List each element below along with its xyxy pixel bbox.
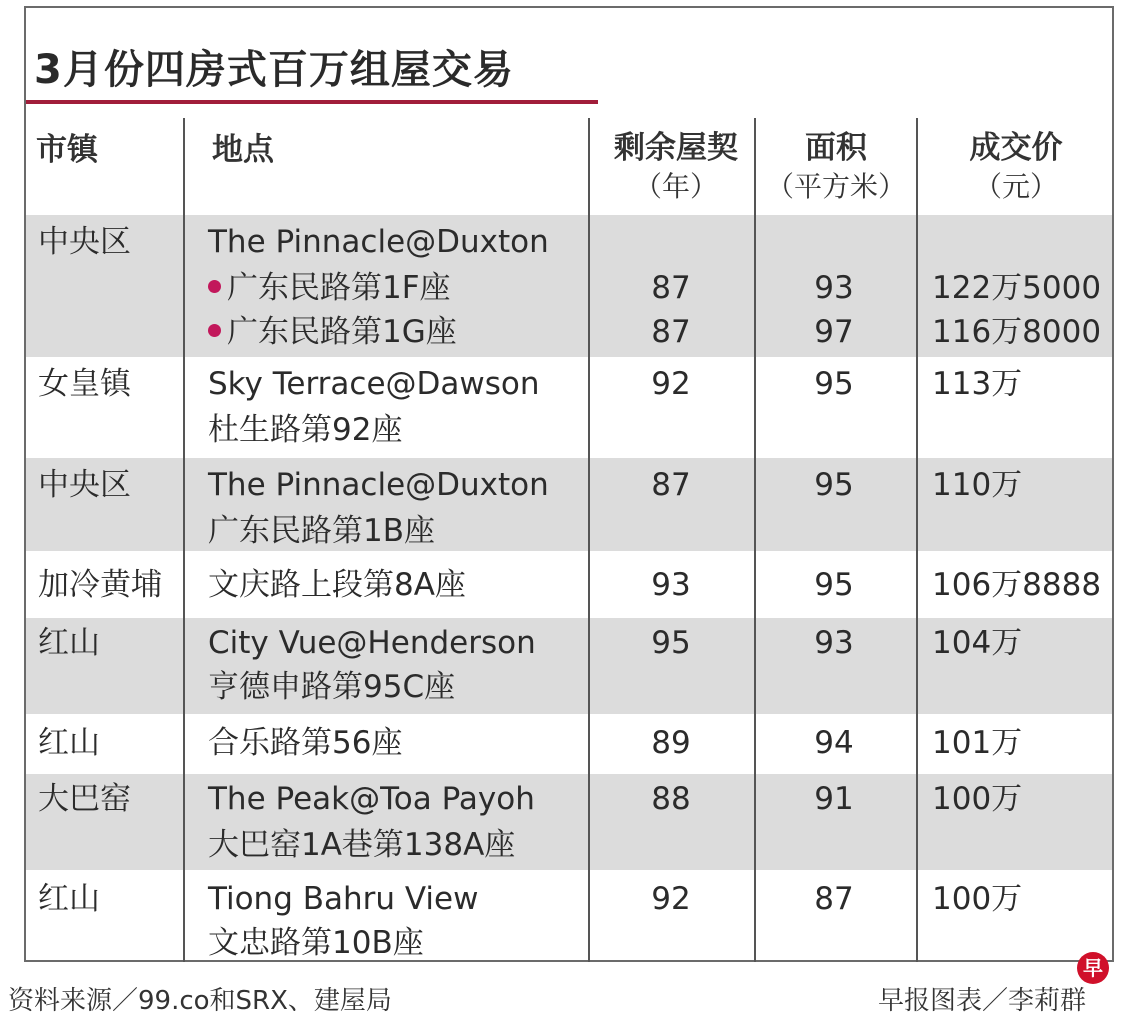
table-row	[26, 618, 1112, 714]
price-cell: 100万	[932, 781, 1023, 817]
town-cell: 女皇镇	[38, 366, 131, 402]
column-divider	[916, 118, 918, 962]
lease-cell: 89	[651, 725, 691, 761]
area-cell: 94	[814, 725, 854, 761]
header-location: 地点	[212, 132, 274, 168]
location-cell: The Pinnacle@Duxton	[208, 224, 549, 260]
price-cell: 116万8000	[932, 314, 1102, 350]
location-cell: 合乐路第56座	[208, 725, 403, 761]
column-divider	[183, 118, 185, 962]
header-town: 市镇	[36, 132, 98, 168]
source-note: 资料来源／99.co和SRX、建屋局	[8, 986, 392, 1016]
location-cell: 文忠路第10B座	[208, 925, 424, 961]
header-price: 成交价 （元）	[969, 130, 1063, 203]
price-cell: 110万	[932, 467, 1023, 503]
price-cell: 101万	[932, 725, 1023, 761]
price-cell: 100万	[932, 881, 1023, 917]
area-cell: 95	[814, 467, 854, 503]
lease-cell: 93	[651, 567, 691, 603]
table-row	[26, 558, 1112, 616]
location-cell: Tiong Bahru View	[208, 881, 479, 917]
price-cell: 104万	[932, 625, 1023, 661]
credit-note: 早报图表／李莉群	[878, 986, 1087, 1016]
town-cell: 中央区	[38, 224, 131, 260]
area-cell: 87	[814, 881, 854, 917]
location-cell: 杜生路第92座	[208, 412, 403, 448]
table-row	[26, 215, 1112, 357]
bullet-icon	[208, 280, 221, 293]
table-row	[26, 357, 1112, 454]
location-cell: 文庆路上段第8A座	[208, 567, 466, 603]
lease-cell: 88	[651, 781, 691, 817]
table-row	[26, 870, 1112, 960]
area-cell: 93	[814, 270, 854, 306]
area-cell: 97	[814, 314, 854, 350]
location-cell: City Vue@Henderson	[208, 625, 536, 661]
town-cell: 红山	[38, 725, 100, 761]
header-area: 面积 （平方米）	[765, 130, 906, 203]
area-cell: 95	[814, 366, 854, 402]
location-cell: 亨德申路第95C座	[208, 669, 456, 705]
price-cell: 122万5000	[932, 270, 1102, 306]
town-cell: 红山	[38, 881, 100, 917]
town-cell: 红山	[38, 625, 100, 661]
price-cell: 113万	[932, 366, 1023, 402]
page-title: 3月份四房式百万组屋交易	[34, 47, 514, 93]
title-underline	[26, 100, 598, 104]
location-cell: The Peak@Toa Payoh	[208, 781, 535, 817]
header-lease: 剩余屋契 （年）	[614, 130, 738, 203]
table-row	[26, 714, 1112, 774]
location-cell: The Pinnacle@Duxton	[208, 467, 549, 503]
area-cell: 95	[814, 567, 854, 603]
area-cell: 91	[814, 781, 854, 817]
location-cell: 大巴窑1A巷第138A座	[208, 827, 516, 863]
town-cell: 大巴窑	[38, 781, 131, 817]
location-cell: 广东民路第1B座	[208, 513, 435, 549]
lease-cell: 95	[651, 625, 691, 661]
lease-cell: 92	[651, 366, 691, 402]
lease-cell: 87	[651, 270, 691, 306]
bullet-icon	[208, 324, 221, 337]
town-cell: 加冷黄埔	[38, 567, 162, 603]
column-divider	[754, 118, 756, 962]
lease-cell: 87	[651, 467, 691, 503]
location-cell: 广东民路第1G座	[208, 309, 457, 355]
zaobao-logo-icon: 早	[1077, 952, 1109, 984]
table-row	[26, 458, 1112, 551]
location-cell: Sky Terrace@Dawson	[208, 366, 540, 402]
table-row	[26, 774, 1112, 870]
location-cell: 广东民路第1F座	[208, 265, 451, 311]
price-cell: 106万8888	[932, 567, 1102, 603]
lease-cell: 92	[651, 881, 691, 917]
town-cell: 中央区	[38, 467, 131, 503]
column-divider	[588, 118, 590, 962]
area-cell: 93	[814, 625, 854, 661]
lease-cell: 87	[651, 314, 691, 350]
